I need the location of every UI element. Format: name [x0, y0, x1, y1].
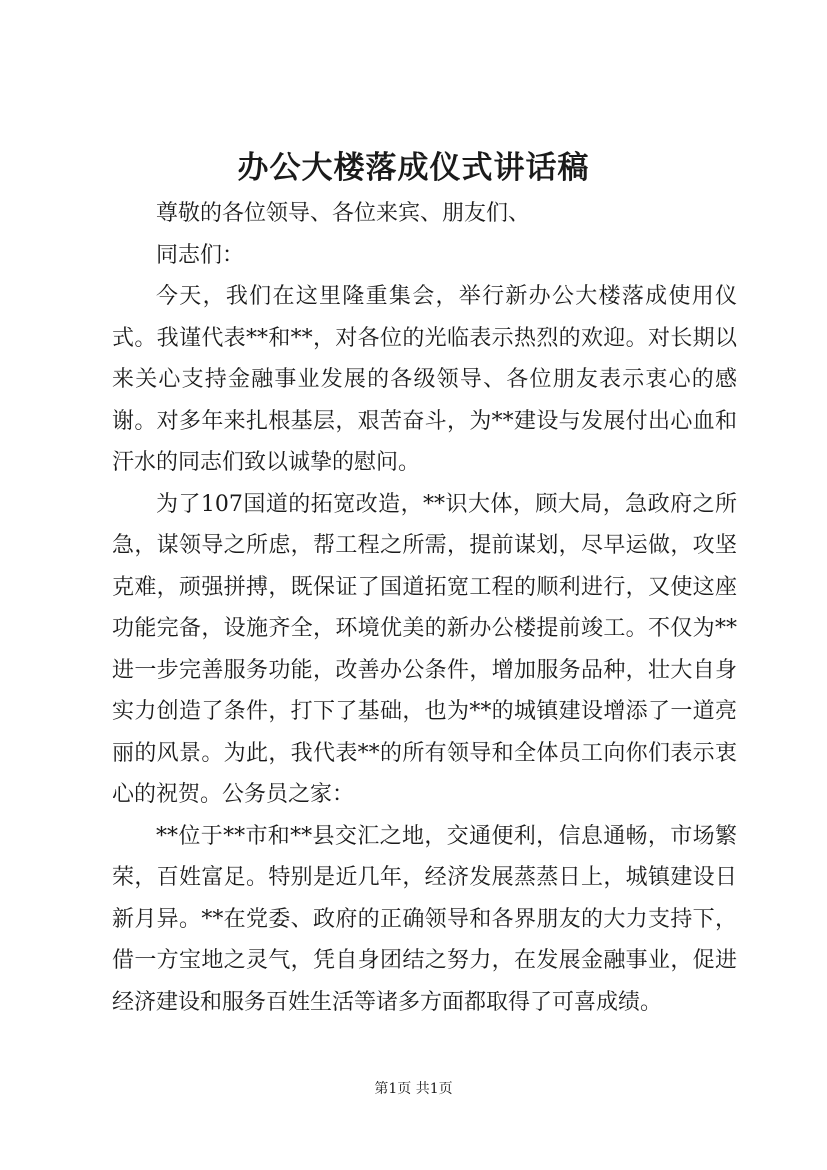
- document-body: [112, 193, 737, 1023]
- body-paragraph-2: 为了107国道的拓宽改造，**识大体，顾大局，急政府之所急，谋领导之所虑，帮工程之所需，提前谋划，尽早运做，攻坚克难，顽强拼搏，既保证了国道拓宽工程的顺利进行，又使这座功能完备，设施齐全，环境优美的新办公楼提前竣工。不仅为**进一步完善服务功能，改善办公条件，增加服务品种，壮大自身实力创造了条件，打下了基础，也为**的城镇建设增添了一道亮丽的风景。为此，我代表**的所有领导和全体员工向你们表示衷心的祝贺。公务员之家：: [112, 491, 737, 807]
- body-paragraph-1: 今天，我们在这里隆重集会，举行新办公大楼落成使用仪式。我谨代表**和**，对各位的光临表示热烈的欢迎。对长期以来关心支持金融事业发展的各级领导、各位朋友表示衷心的感谢。对多年来扎根基层，艰苦奋斗，为**建设与发展付出心血和汗水的同志们致以诚挚的慰问。: [112, 284, 737, 475]
- body-paragraph-3: **位于**市和**县交汇之地，交通便利，信息通畅，市场繁荣，百姓富足。特别是近几年，经济发展蒸蒸日上，城镇建设日新月异。**在党委、政府的正确领导和各界朋友的大力支持下，借一方宝地之灵气，凭自身团结之努力，在发展金融事业，促进经济建设和服务百姓生活等诸多方面都取得了可喜成绩。: [112, 823, 737, 1015]
- salutation-line-2: 同志们：: [156, 242, 245, 268]
- salutation-line-1: 尊敬的各位领导、各位来宾、朋友们、: [156, 201, 531, 226]
- page-footer: 第1页 共1页: [374, 1081, 453, 1097]
- document-title: 办公大楼落成仪式讲话稿: [237, 150, 590, 186]
